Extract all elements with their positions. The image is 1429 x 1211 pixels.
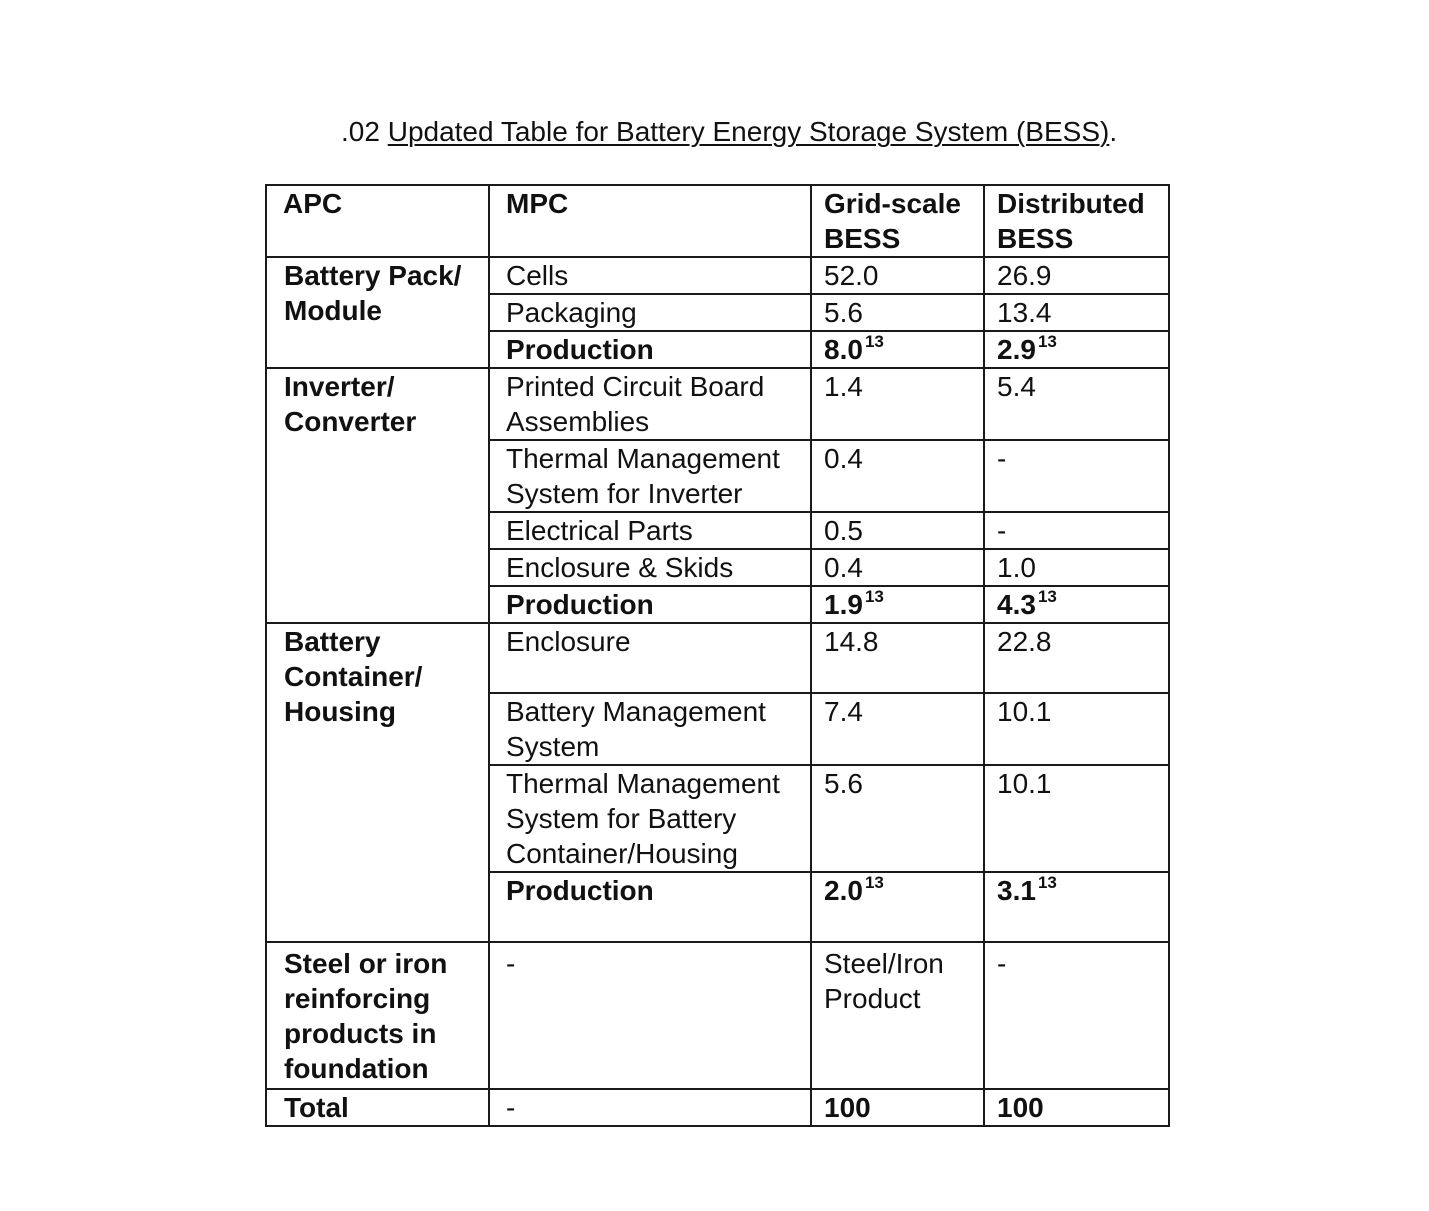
mpc-cell: Thermal Management System for Inverter	[489, 440, 811, 512]
table-row	[266, 942, 1169, 1089]
footnote-ref: 13	[864, 331, 884, 351]
footnote-ref: 13	[1037, 872, 1057, 892]
grid-value: 1.4	[811, 368, 984, 440]
heading-title: Updated Table for Battery Energy Storage System (BESS)	[387, 116, 1110, 147]
mpc-cell: Enclosure	[489, 623, 811, 693]
apc-battery-pack-module: Battery Pack/ Module	[266, 257, 489, 368]
mpc-production: Production	[489, 331, 811, 368]
footnote-ref: 13	[1037, 586, 1057, 606]
table-row	[266, 368, 1169, 440]
table-row	[266, 623, 1169, 693]
distributed-value: -	[984, 512, 1169, 549]
footnote-ref: 13	[864, 872, 884, 892]
mpc-cell: Printed Circuit Board Assemblies	[489, 368, 811, 440]
grid-value: 7.4	[811, 693, 984, 765]
heading-period: .	[1109, 116, 1118, 147]
table-row	[266, 257, 1169, 294]
mpc-production: Production	[489, 586, 811, 623]
mpc-cell: Thermal Management System for Battery Container/Housing	[489, 765, 811, 872]
header-grid-scale-bess: Grid-scale BESS	[811, 185, 984, 257]
distributed-value: -	[984, 440, 1169, 512]
heading-number: .02	[341, 116, 380, 147]
grid-value: 0.4	[811, 549, 984, 586]
distributed-value: 22.8	[984, 623, 1169, 693]
header-row	[266, 185, 1169, 257]
grid-value: 5.6	[811, 294, 984, 331]
total-grid-value: 100	[811, 1089, 984, 1126]
total-mpc: -	[489, 1089, 811, 1126]
distributed-value: 10.1	[984, 765, 1169, 872]
footnote-ref: 13	[864, 586, 884, 606]
total-row	[266, 1089, 1169, 1126]
distributed-value: 4.3 $^{13}$	[984, 586, 1169, 623]
distributed-value: 5.4	[984, 368, 1169, 440]
mpc-cell: Battery Management System	[489, 693, 811, 765]
grid-value: 2.0 $^{13}$	[811, 872, 984, 942]
mpc-cell: Enclosure & Skids	[489, 549, 811, 586]
header-apc: APC	[266, 185, 489, 257]
total-label: Total	[266, 1089, 489, 1126]
grid-value: 0.5	[811, 512, 984, 549]
mpc-cell: Cells	[489, 257, 811, 294]
apc-inverter-converter: Inverter/ Converter	[266, 368, 489, 623]
bess-table	[265, 184, 1170, 1127]
distributed-value: 13.4	[984, 294, 1169, 331]
distributed-value: 1.0	[984, 549, 1169, 586]
footnote-ref: 13	[1037, 331, 1057, 351]
grid-value: 14.8	[811, 623, 984, 693]
distributed-value: 10.1	[984, 693, 1169, 765]
grid-value: Steel/Iron Product	[811, 942, 984, 1089]
distributed-value: 3.1 $^{13}$	[984, 872, 1169, 942]
distributed-value: 2.9 $^{13}$	[984, 331, 1169, 368]
total-distributed-value: 100	[984, 1089, 1169, 1126]
grid-value: 5.6	[811, 765, 984, 872]
grid-value: 1.9 $^{13}$	[811, 586, 984, 623]
header-mpc: MPC	[489, 185, 811, 257]
grid-value: 52.0	[811, 257, 984, 294]
mpc-production: Production	[489, 872, 811, 942]
grid-value: 8.0 $^{13}$	[811, 331, 984, 368]
mpc-cell: Electrical Parts	[489, 512, 811, 549]
mpc-cell: -	[489, 942, 811, 1089]
distributed-value: 26.9	[984, 257, 1169, 294]
apc-steel-iron: Steel or iron reinforcing products in foundation	[266, 942, 489, 1089]
grid-value: 0.4	[811, 440, 984, 512]
header-distributed-bess: Distributed BESS	[984, 185, 1169, 257]
distributed-value: -	[984, 942, 1169, 1089]
apc-battery-container-housing: Battery Container/ Housing	[266, 623, 489, 942]
mpc-cell: Packaging	[489, 294, 811, 331]
table-heading	[341, 114, 1117, 150]
